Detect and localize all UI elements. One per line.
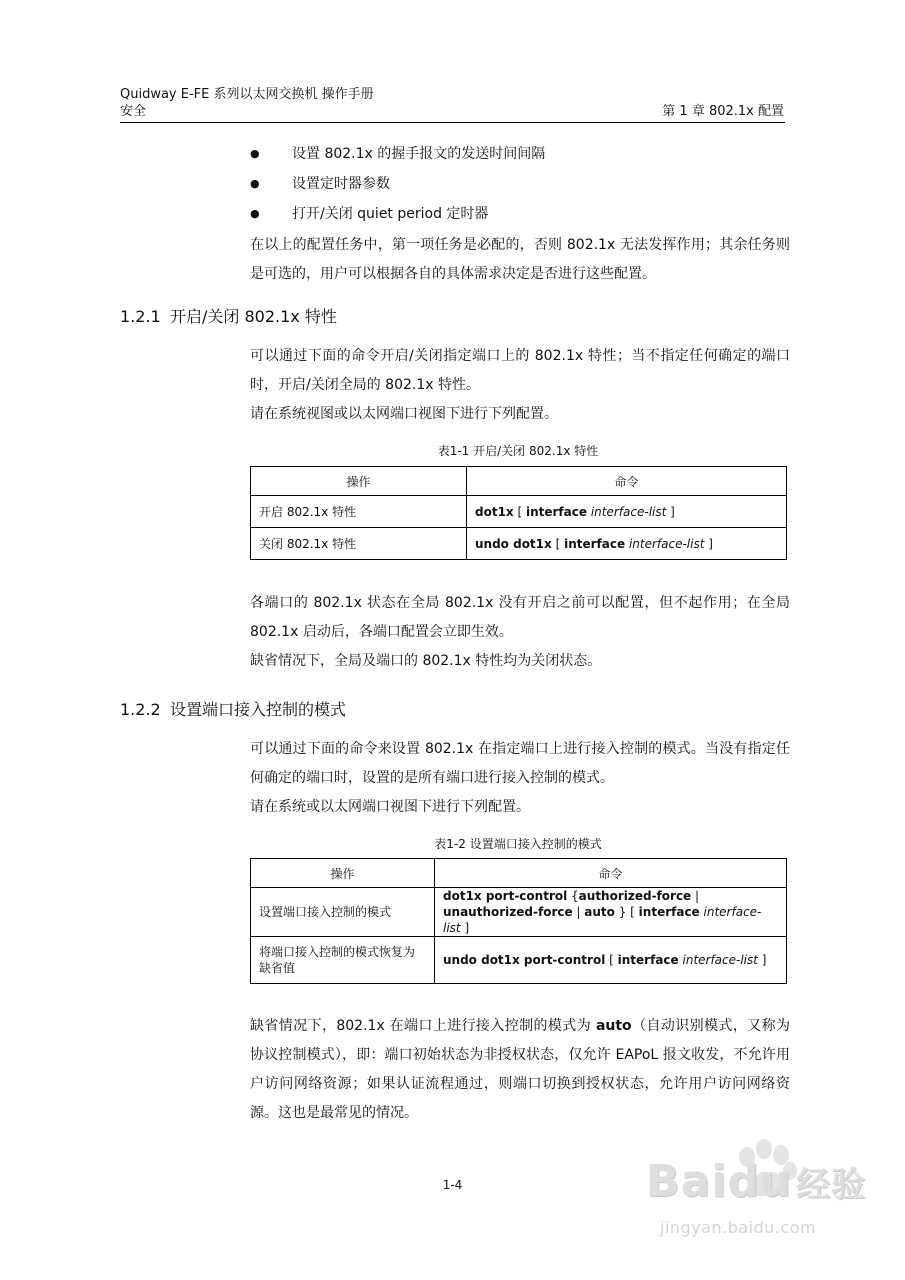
header-left [120,86,374,120]
column-header-operation: 操作 [251,467,467,496]
bullet-icon: ● [250,177,260,190]
table-1-1 [250,466,787,560]
header-section: 安全 [120,104,147,119]
section-1-2-1-note-2: 缺省情况下，全局及端口的 802.1x 特性均为关闭状态。 [250,653,602,669]
section-1-2-1-note-1: 各端口的 802.1x 状态在全局 802.1x 没有开启之前可以配置，但不起作用；在全局 802.1x 启动后，各端口配置会立即生效。 [250,595,790,640]
section-number: 1.2.2 [120,700,161,719]
section-heading: 开启/关闭 802.1x 特性 [170,307,337,326]
table-row [251,888,787,937]
operation-cell: 开启 802.1x 特性 [251,496,467,528]
section-heading: 设置端口接入控制的模式 [170,700,347,719]
operation-cell: 关闭 802.1x 特性 [251,528,467,560]
header-chapter: 第 1 章 802.1x 配置 [662,104,784,119]
section-1-2-2-paragraph-2: 请在系统或以太网端口视图下进行下列配置。 [250,799,530,815]
section-1-2-1-paragraph-1: 可以通过下面的命令开启/关闭指定端口上的 802.1x 特性；当不指定任何确定的端口时，开启/关闭全局的 802.1x 特性。 [250,348,790,393]
bullet-icon: ● [250,207,260,220]
column-header-command: 命令 [467,467,787,496]
page-number: 1-4 [442,1178,463,1192]
column-header-operation: 操作 [251,859,435,888]
column-header-command: 命令 [435,859,787,888]
table-1-2-caption: 表1-2 设置端口接入控制的模式 [434,837,602,851]
table-row [251,937,787,984]
bullet-item: ● 设置 802.1x 的握手报文的发送时间间隔 [250,142,545,172]
table-1-1-caption: 表1-1 开启/关闭 802.1x 特性 [437,444,599,458]
section-title-1-2-1 [120,305,337,329]
section-1-2-2-note: 缺省情况下，802.1x 在端口上进行接入控制的模式为 auto（自动识别模式，又称为协议控制模式），即：端口初始状态为非授权状态，仅允许 EAPoL 报文收发，不允许用户访问网络资源；如果认证流程通过，则端口切换到授权状态，允许用户访问网络资源。这也是最常见的情况。 [250,1018,791,1121]
watermark-url: jingyan.baidu.com [660,1218,817,1237]
section-number: 1.2.1 [120,307,161,326]
operation-cell: 设置端口接入控制的模式 [251,888,435,937]
table-row [251,528,787,560]
section-title-1-2-2 [120,698,346,722]
command-cell: undo dot1x port-control [ interface interface-list ] [435,937,787,984]
table-header-row [251,467,787,496]
task-bullet-list [250,142,545,232]
bullet-item: ● 打开/关闭 quiet period 定时器 [250,202,545,232]
header-divider [120,122,785,123]
bullet-item: ● 设置定时器参数 [250,172,545,202]
table-row [251,496,787,528]
command-cell: dot1x [ interface interface-list ] [467,496,787,528]
section-1-2-1-paragraph-2: 请在系统视图或以太网端口视图下进行下列配置。 [250,406,558,422]
intro-paragraph: 在以上的配置任务中，第一项任务是必配的，否则 802.1x 无法发挥作用；其余任务则是可选的，用户可以根据各自的具体需求决定是否进行这些配置。 [250,237,790,282]
operation-cell: 将端口接入控制的模式恢复为缺省值 [251,937,435,984]
header-title: Quidway E-FE 系列以太网交换机 操作手册 [120,87,374,102]
command-cell: dot1x port-control {authorized-force | unauthorized-force | auto } [ interface interface-list ] [435,888,787,937]
table-header-row [251,859,787,888]
section-1-2-2-paragraph-1: 可以通过下面的命令来设置 802.1x 在指定端口上进行接入控制的模式。当没有指定任何确定的端口时，设置的是所有端口进行接入控制的模式。 [250,741,790,786]
command-cell: undo dot1x [ interface interface-list ] [467,528,787,560]
table-1-2 [250,858,787,984]
bullet-icon: ● [250,147,260,160]
watermark-brand: Baidu 经验 [646,1156,867,1207]
